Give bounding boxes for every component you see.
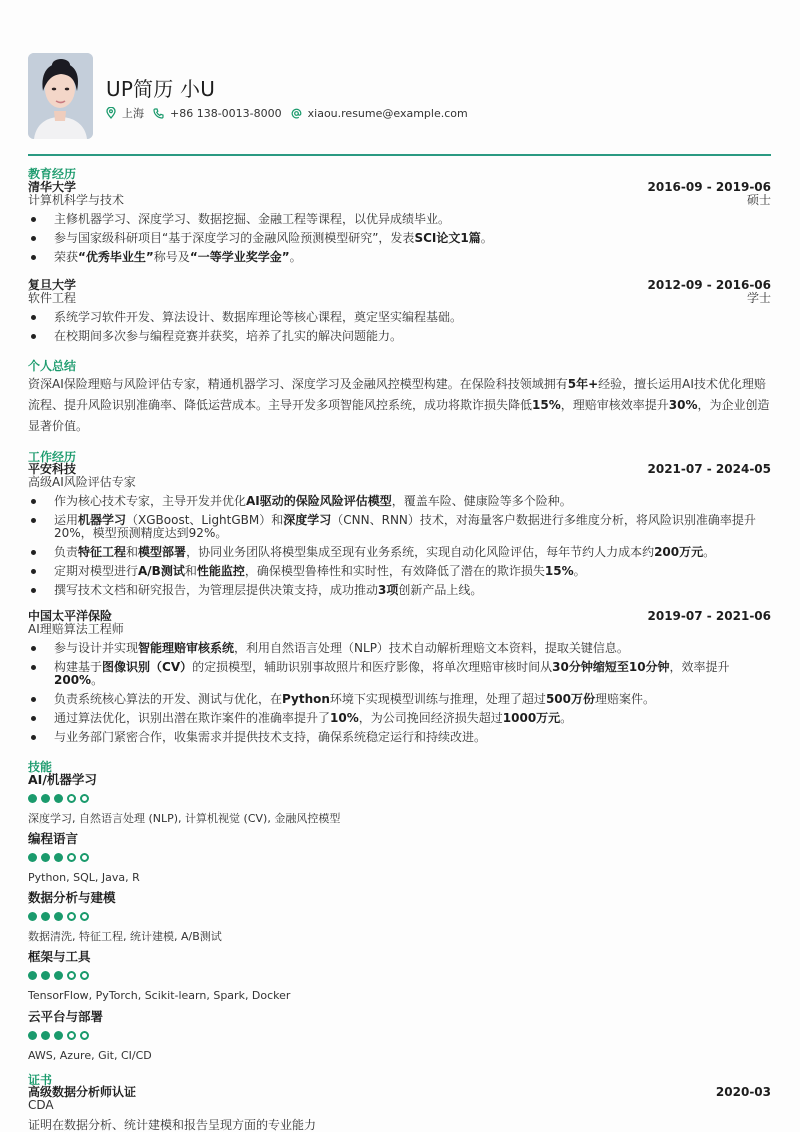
bullet-item <box>28 731 771 744</box>
text-segment: 和 <box>184 564 197 578</box>
text-segment: ，确保模型鲁棒性和实时性，有效降低了潜在的欺诈损失 <box>244 564 545 578</box>
entry-date: 2016-09 - 2019-06 <box>647 180 771 194</box>
highlight-text: AI驱动的保险风险评估模型 <box>246 494 392 508</box>
text-segment: 参与国家级科研项目“基于深度学习的金融风险预测模型研究”，发表 <box>54 231 415 245</box>
text-segment: 荣获 <box>54 250 79 264</box>
avatar-portrait-icon <box>28 53 93 139</box>
text-segment: 在校期间多次参与编程竞赛并获奖，培养了扎实的解决问题能力。 <box>54 329 403 343</box>
highlight-text: “优秀毕业生” <box>78 250 154 264</box>
highlight-text: 5年+ <box>567 377 599 391</box>
rating-dot-empty-icon <box>67 971 76 980</box>
highlight-text: Python <box>282 692 330 706</box>
phone-text[interactable]: +86 138-0013-8000 <box>170 106 282 120</box>
skill-item <box>28 832 140 884</box>
rating-dot-filled-icon <box>54 1031 63 1040</box>
text-segment: 负责 <box>54 545 79 559</box>
skill-name: 数据分析与建模 <box>28 890 116 905</box>
text-segment: 环境下实现模型训练与推理，处理了超过 <box>329 692 546 706</box>
highlight-text: 15% <box>532 398 561 412</box>
school-name: 清华大学 <box>28 180 77 194</box>
bullet-list <box>28 642 771 744</box>
contact-email <box>291 107 468 120</box>
highlight-text: 30分钟缩短至10分钟 <box>552 660 670 674</box>
text-segment: 作为核心技术专家，主导开发并优化 <box>54 494 247 508</box>
highlight-text: 200% <box>54 673 92 687</box>
rating-dot-filled-icon <box>41 912 50 921</box>
rating-dot-filled-icon <box>28 912 37 921</box>
section-title-education: 教育经历 <box>28 167 77 181</box>
bullet-item <box>28 584 771 597</box>
highlight-text: 机器学习 <box>78 513 127 527</box>
degree: 硕士 <box>746 193 771 207</box>
bullet-item <box>28 693 771 706</box>
text-segment: 构建基于 <box>54 660 103 674</box>
rating-dot-empty-icon <box>67 794 76 803</box>
skill-name: AI/机器学习 <box>28 772 97 787</box>
skill-item <box>28 773 340 825</box>
text-segment: 参与设计并实现 <box>54 641 139 655</box>
text-segment: 。 <box>703 545 716 559</box>
highlight-text: 智能理赔审核系统 <box>138 641 235 655</box>
header-divider <box>28 154 771 156</box>
school-name: 复旦大学 <box>28 278 77 292</box>
major: 计算机科学与技术 <box>28 193 125 207</box>
rating-dot-filled-icon <box>54 853 63 862</box>
text-segment: ，协同业务团队将模型集成至现有业务系统，实现自动化风险评估，每年节约人力成本约 <box>186 545 655 559</box>
text-segment: 运用 <box>54 513 79 527</box>
text-segment: 和 <box>126 545 139 559</box>
certificate-date: 2020-03 <box>715 1085 771 1099</box>
rating-dot-empty-icon <box>80 912 89 921</box>
text-segment: 系统学习软件开发、算法设计、数据库理论等核心课程，奠定坚实编程基础。 <box>54 310 463 324</box>
text-segment: ，利用自然语言处理（NLP）技术自动解析理赔文本资料，提取关键信息。 <box>234 641 629 655</box>
text-segment: （CNN、RNN）技术，对海量客户数据进行多维度分析，将风险识别准确率提升20%，模型预测精度达到92%。 <box>54 513 756 540</box>
highlight-text: 特征工程 <box>78 545 127 559</box>
text-segment: 主修机器学习、深度学习、数据挖掘、金融工程等课程，以优异成绩毕业。 <box>54 212 451 226</box>
text-segment: 资深AI保险理赔与风险评估专家，精通机器学习、深度学习及金融风控模型构建。在保险科技领域拥有 <box>28 377 568 391</box>
text-segment: ，覆盖车险、健康险等多个险种。 <box>391 494 572 508</box>
degree: 学士 <box>746 291 771 305</box>
bullet-item <box>28 330 771 343</box>
text-segment: 理赔案件。 <box>595 692 656 706</box>
profile-photo <box>28 53 93 139</box>
text-segment: 。 <box>573 564 586 578</box>
entry-date: 2021-07 - 2024-05 <box>647 462 771 476</box>
education-entry <box>28 181 771 264</box>
skill-description: 数据清洗, 特征工程, 统计建模, A/B测试 <box>28 930 222 943</box>
bullet-item <box>28 712 771 725</box>
text-segment: 的定损模型，辅助识别事故照片和医疗影像，将单次理赔审核时间从 <box>192 660 553 674</box>
rating-dot-empty-icon <box>67 853 76 862</box>
rating-dot-empty-icon <box>67 912 76 921</box>
highlight-text: 深度学习 <box>283 513 332 527</box>
education-entry <box>28 279 771 343</box>
bullet-list <box>28 213 771 264</box>
rating-dot-empty-icon <box>67 1031 76 1040</box>
section-title-work: 工作经历 <box>28 450 77 464</box>
highlight-text: 模型部署 <box>138 545 187 559</box>
rating-dot-filled-icon <box>54 912 63 921</box>
skill-item <box>28 950 290 1002</box>
text-segment: 创新产品上线。 <box>398 583 483 597</box>
company-name: 中国太平洋保险 <box>28 609 113 623</box>
skill-level-rating <box>28 794 340 804</box>
rating-dot-empty-icon <box>80 853 89 862</box>
section-title-skills: 技能 <box>28 760 53 774</box>
phone-icon <box>153 108 164 119</box>
summary-text <box>28 374 771 437</box>
highlight-text: 15% <box>544 564 574 578</box>
contact-phone <box>153 107 282 120</box>
skill-level-rating <box>28 1031 152 1041</box>
section-title-certificates: 证书 <box>28 1073 53 1087</box>
highlight-text: 图像识别（CV） <box>102 660 193 674</box>
bullet-item <box>28 546 771 559</box>
skill-description: 深度学习, 自然语言处理 (NLP), 计算机视觉 (CV), 金融风控模型 <box>28 812 341 825</box>
text-segment: 称号及 <box>153 250 190 264</box>
email-text[interactable]: xiaou.resume@example.com <box>307 106 468 120</box>
certificate-issuer: CDA <box>28 1098 54 1112</box>
skill-level-rating <box>28 912 222 922</box>
highlight-text: 性能监控 <box>196 564 245 578</box>
rating-dot-filled-icon <box>41 853 50 862</box>
bullet-item <box>28 495 771 508</box>
highlight-text: 10% <box>330 711 359 725</box>
highlight-text: 1000万元 <box>502 711 561 725</box>
text-segment: ，理赔审核效率提升 <box>560 398 669 412</box>
skill-description: AWS, Azure, Git, CI/CD <box>28 1049 152 1062</box>
text-segment: （XGBoost、LightGBM）和 <box>126 513 284 527</box>
bullet-list <box>28 495 771 597</box>
major: 软件工程 <box>28 291 77 305</box>
bullet-item <box>28 232 771 245</box>
resume-header <box>28 53 771 139</box>
text-segment: 通过算法优化，识别出潜在欺诈案件的准确率提升了 <box>54 711 331 725</box>
rating-dot-filled-icon <box>41 971 50 980</box>
map-pin-icon <box>106 107 116 119</box>
rating-dot-filled-icon <box>28 853 37 862</box>
bullet-list <box>28 311 771 343</box>
company-name: 平安科技 <box>28 462 77 476</box>
skill-name: 框架与工具 <box>28 949 91 964</box>
bullet-item <box>28 642 771 655</box>
text-segment: 。 <box>560 711 573 725</box>
highlight-text: A/B测试 <box>138 564 185 578</box>
text-segment: 。 <box>289 250 302 264</box>
contact-location <box>106 105 144 121</box>
highlight-text: 30% <box>668 398 698 412</box>
rating-dot-filled-icon <box>28 1031 37 1040</box>
at-sign-icon <box>291 108 302 119</box>
text-segment: 。 <box>480 231 493 245</box>
rating-dot-filled-icon <box>54 971 63 980</box>
entry-date: 2019-07 - 2021-06 <box>647 609 771 623</box>
highlight-text: SCI论文1篇 <box>414 231 481 245</box>
text-segment: ，为企业创造显著价值。 <box>28 398 770 433</box>
work-entry <box>28 463 771 597</box>
rating-dot-filled-icon <box>41 794 50 803</box>
highlight-text: 500万份 <box>545 692 595 706</box>
bullet-item <box>28 311 771 324</box>
skill-name: 云平台与部署 <box>28 1009 104 1024</box>
highlight-text: 200万元 <box>654 545 704 559</box>
bullet-item <box>28 661 771 687</box>
rating-dot-filled-icon <box>28 794 37 803</box>
rating-dot-empty-icon <box>80 971 89 980</box>
skill-level-rating <box>28 971 290 981</box>
certificate-description: 证明在数据分析、统计建模和报告呈现方面的专业能力 <box>28 1118 317 1132</box>
rating-dot-empty-icon <box>80 1031 89 1040</box>
job-role: AI理赔算法工程师 <box>28 622 124 636</box>
bullet-item <box>28 514 771 540</box>
entry-date: 2012-09 - 2016-06 <box>647 278 771 292</box>
skill-description: Python, SQL, Java, R <box>28 871 140 884</box>
highlight-text: 3项 <box>378 583 399 597</box>
text-segment: 。 <box>91 673 104 687</box>
highlight-text: “一等学业奖学金” <box>189 250 290 264</box>
text-segment: 经验，擅长运用AI技术优化理赔流程、提升风险识别准确率、降低运营成本。主导开发多项智能风控系统，成功将欺诈损失降低 <box>28 377 766 412</box>
bullet-item <box>28 251 771 264</box>
bullet-item <box>28 565 771 578</box>
certificate-entry <box>28 1086 771 1112</box>
skill-name: 编程语言 <box>28 831 79 846</box>
text-segment: 定期对模型进行 <box>54 564 139 578</box>
text-segment: ，效率提升 <box>669 660 730 674</box>
job-role: 高级AI风险评估专家 <box>28 475 136 489</box>
text-segment: ，为公司挽回经济损失超过 <box>358 711 503 725</box>
skill-description: TensorFlow, PyTorch, Scikit-learn, Spark, Docker <box>28 989 291 1002</box>
skill-item <box>28 891 222 943</box>
candidate-name: UP简历 小U <box>106 77 216 101</box>
text-segment: 撰写技术文档和研究报告，为管理层提供决策支持，成功推动 <box>54 583 379 597</box>
work-entry <box>28 610 771 744</box>
rating-dot-empty-icon <box>80 794 89 803</box>
certificate-name: 高级数据分析师认证 <box>28 1085 137 1099</box>
rating-dot-filled-icon <box>54 794 63 803</box>
section-title-summary: 个人总结 <box>28 359 77 373</box>
text-segment: 与业务部门紧密合作，收集需求并提供技术支持，确保系统稳定运行和持续改进。 <box>54 730 487 744</box>
location-text: 上海 <box>122 107 144 120</box>
rating-dot-filled-icon <box>28 971 37 980</box>
text-segment: 负责系统核心算法的开发、测试与优化，在 <box>54 692 283 706</box>
skill-item <box>28 1010 152 1062</box>
skill-level-rating <box>28 853 140 863</box>
rating-dot-filled-icon <box>41 1031 50 1040</box>
bullet-item <box>28 213 771 226</box>
contact-info <box>106 105 477 121</box>
